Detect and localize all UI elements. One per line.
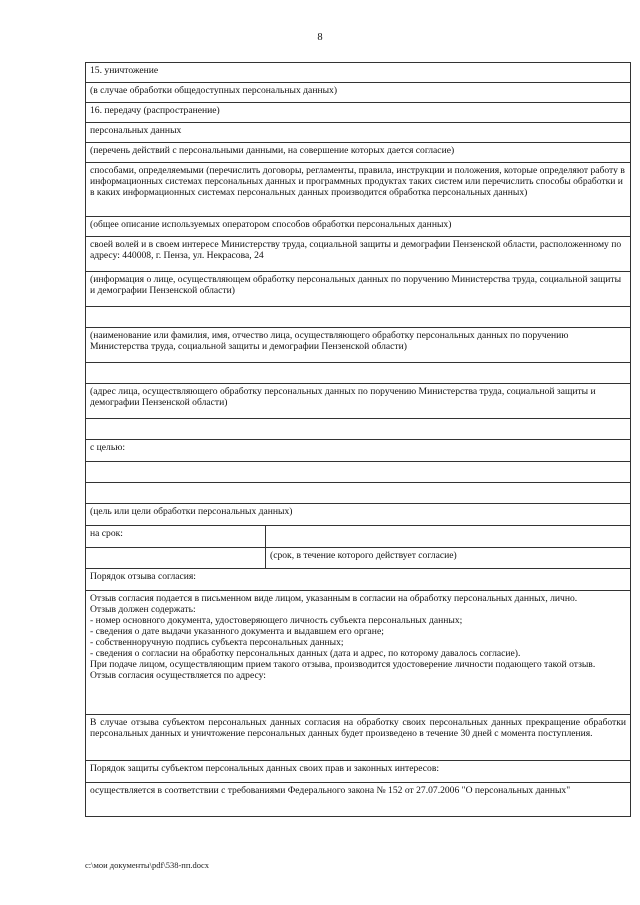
protection-heading: Порядок защиты субъектом персональных данных своих прав и законных интересов: (86, 761, 631, 783)
revocation-heading: Порядок отзыва согласия: (86, 569, 631, 591)
form-blank-field[interactable] (86, 307, 631, 328)
form-row-text: (перечень действий с персональными данными, на совершение которых дается согласие) (86, 143, 631, 163)
form-row-text: (адрес лица, осуществляющего обработку персональных данных по поручению Министерства труда, социальной защиты и демографии Пензенской области) (86, 384, 631, 419)
form-row (86, 217, 631, 237)
revocation-consequence-row (86, 715, 631, 761)
revocation-consequence: В случае отзыва субъектом персональных данных согласия на обработку своих персональных данных прекращение обработки персональных данных и уничтожение персональных данных будет произведено в течение 30 дней с момента поступления. (86, 715, 631, 761)
revocation-line-4: - собственноручную подпись субъекта персональных данных; (90, 637, 344, 648)
form-row (86, 462, 631, 483)
revocation-address-line: Отзыв согласия осуществляется по адресу: (90, 670, 266, 681)
form-row-text: (информация о лице, осуществляющем обработку персональных данных по поручению Министерства труда, социальной защиты и демографии Пензенской области) (86, 272, 631, 307)
form-row (86, 123, 631, 143)
form-row (86, 103, 631, 123)
term-blank-cell[interactable] (86, 548, 266, 569)
form-row (86, 63, 631, 83)
form-row-text: 15. уничтожение (86, 63, 631, 83)
form-row (86, 363, 631, 384)
revocation-line-3: - сведения о дате выдачи указанного документа и выдавшем его органе; (90, 626, 384, 637)
form-row (86, 440, 631, 462)
form-row (86, 328, 631, 363)
revocation-line-1: Отзыв должен содержать: (90, 604, 196, 615)
term-note: (срок, в течение которого действует согласие) (266, 548, 631, 569)
form-row (86, 83, 631, 103)
form-blank-field[interactable] (86, 363, 631, 384)
revocation-body (86, 591, 631, 715)
revocation-paragraph: Отзыв согласия подается в письменном виде лицом, указанным в согласии на обработку персональных данных, лично. (90, 593, 578, 604)
form-row-text: 16. передачу (распространение) (86, 103, 631, 123)
protection-heading-row (86, 761, 631, 783)
form-row-text: персональных данных (86, 123, 631, 143)
form-row (86, 504, 631, 526)
form-row-text: (наименование или фамилия, имя, отчество лица, осуществляющего обработку персональных данных по поручению Министерства труда, социальной защиты и демографии Пензенской области) (86, 328, 631, 363)
revocation-paragraph-2: При подаче лицом, осуществляющим прием такого отзыва, производится удостоверение личности подающего такой отзыв. (90, 659, 596, 670)
form-blank-field[interactable] (86, 483, 631, 504)
form-row-text: (в случае обработки общедоступных персональных данных) (86, 83, 631, 103)
revocation-heading-row (86, 569, 631, 591)
term-label: на срок: (86, 526, 266, 548)
form-row (86, 384, 631, 419)
form-row-text: (цель или цели обработки персональных данных) (86, 504, 631, 526)
form-row-text: (общее описание используемых оператором способов обработки персональных данных) (86, 217, 631, 237)
form-row (86, 272, 631, 307)
term-value-cell[interactable] (266, 526, 631, 548)
revocation-line-2: - номер основного документа, удостоверяющего личность субъекта персональных данных; (90, 615, 463, 626)
form-row-text: способами, определяемыми (перечислить договоры, регламенты, правила, инструкции и положения, которые определяют работу в информационных системах персональных данных и программных продуктах таких систем или перечислить способы обработки и в каких информационных системах персональных данных производится обработка персональных данных) (86, 163, 631, 217)
term-row (86, 526, 631, 548)
form-row (86, 237, 631, 272)
form-blank-field[interactable] (86, 419, 631, 440)
form-row (86, 163, 631, 217)
form-blank-field[interactable] (86, 462, 631, 483)
form-row (86, 483, 631, 504)
form-row (86, 143, 631, 163)
footer-file-path: c:\мои документы\pdf\538-пп.docx (85, 860, 210, 870)
form-rows (86, 63, 631, 526)
protection-text-row (86, 783, 631, 817)
protection-text: осуществляется в соответствии с требованиями Федерального закона № 152 от 27.07.2006 "О персональных данных" (86, 783, 631, 817)
revocation-line-5: - сведения о согласии на обработку персональных данных (дата и адрес, по которому давалось согласие). (90, 648, 521, 659)
form-row (86, 307, 631, 328)
form-row-text: с целью: (86, 440, 631, 462)
consent-form-table (85, 62, 631, 817)
form-row (86, 419, 631, 440)
page-number: 8 (317, 32, 323, 43)
term-note-row (86, 548, 631, 569)
form-row-text: своей волей и в своем интересе Министерству труда, социальной защиты и демографии Пензенской области, расположенному по адресу: 440008, г. Пенза, ул. Некрасова, 24 (86, 237, 631, 272)
revocation-body-row (86, 591, 631, 715)
